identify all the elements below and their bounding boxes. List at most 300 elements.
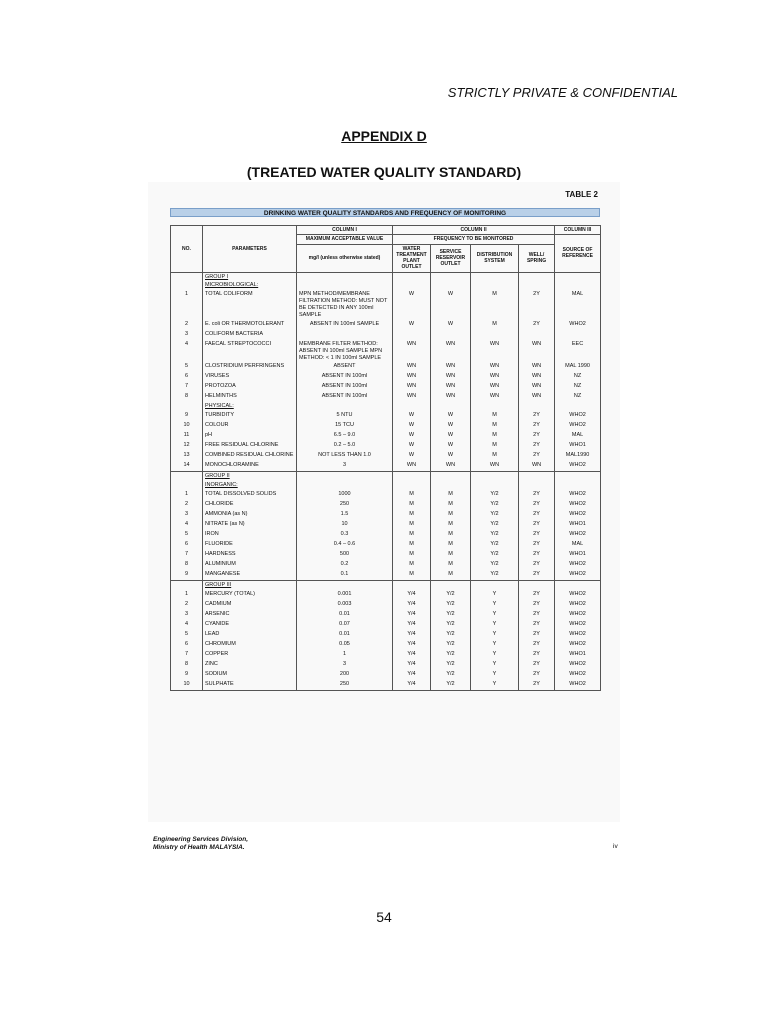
source-reference: WHO1 (555, 650, 601, 660)
freq-distribution: Y/2 (471, 560, 519, 570)
freq-well-spring: 2Y (519, 620, 555, 630)
freq-distribution: Y (471, 680, 519, 691)
table-banner: DRINKING WATER QUALITY STANDARDS AND FREQUENCY OF MONITORING (170, 208, 600, 217)
source-reference: WHO2 (555, 570, 601, 581)
freq-reservoir-outlet: WN (431, 372, 471, 382)
page-subtitle: (TREATED WATER QUALITY STANDARD) (246, 164, 522, 180)
header-column-2: COLUMN II (393, 226, 555, 235)
max-acceptable-value: 5 NTU (297, 411, 393, 421)
parameter-name: HARDNESS (203, 550, 297, 560)
freq-reservoir-outlet: Y/2 (431, 670, 471, 680)
max-acceptable-value: NOT LESS THAN 1.0 (297, 451, 393, 461)
source-reference: MAL 1990 (555, 362, 601, 372)
max-acceptable-value: 0.07 (297, 620, 393, 630)
header-max-value: MAXIMUM ACCEPTABLE VALUE (297, 235, 393, 244)
freq-distribution: M (471, 411, 519, 421)
header-parameters: PARAMETERS (203, 226, 297, 273)
freq-well-spring: 2Y (519, 550, 555, 560)
table-row (171, 411, 601, 421)
freq-reservoir-outlet: Y/2 (431, 590, 471, 600)
row-number: 1 (171, 490, 203, 500)
parameter-name: TOTAL DISSOLVED SOLIDS (203, 490, 297, 500)
parameter-name: AMMONIA (as N) (203, 510, 297, 520)
row-number: 12 (171, 441, 203, 451)
freq-distribution: WN (471, 340, 519, 363)
freq-reservoir-outlet: Y/2 (431, 600, 471, 610)
freq-wtp-outlet: M (393, 500, 431, 510)
table-row (171, 600, 601, 610)
freq-well-spring: WN (519, 461, 555, 472)
row-number: 2 (171, 320, 203, 330)
parameter-name: CLOSTRIDIUM PERFRINGENS (203, 362, 297, 372)
row-number: 8 (171, 660, 203, 670)
freq-reservoir-outlet: W (431, 431, 471, 441)
freq-wtp-outlet: M (393, 510, 431, 520)
freq-wtp-outlet: WN (393, 340, 431, 363)
freq-reservoir-outlet: M (431, 540, 471, 550)
appendix-title: APPENDIX D (341, 128, 427, 144)
max-acceptable-value: 0.003 (297, 600, 393, 610)
freq-well-spring: 2Y (519, 540, 555, 550)
group-row (171, 581, 601, 590)
max-acceptable-value: 0.1 (297, 570, 393, 581)
parameter-name: TOTAL COLIFORM (203, 290, 297, 320)
group-row (171, 272, 601, 281)
row-number: 3 (171, 330, 203, 340)
parameter-name: pH (203, 431, 297, 441)
table-row (171, 550, 601, 560)
freq-wtp-outlet: W (393, 451, 431, 461)
freq-well-spring: 2Y (519, 490, 555, 500)
row-number: 5 (171, 362, 203, 372)
freq-reservoir-outlet: M (431, 500, 471, 510)
freq-well-spring: 2Y (519, 600, 555, 610)
table-row (171, 620, 601, 630)
table-row (171, 362, 601, 372)
header-reservoir: SERVICE RESERVOIR OUTLET (431, 244, 471, 272)
table-row (171, 340, 601, 363)
freq-distribution: WN (471, 382, 519, 392)
freq-distribution: Y/2 (471, 540, 519, 550)
max-acceptable-value: ABSENT IN 100ml (297, 372, 393, 382)
group-label: GROUP II (203, 472, 297, 481)
max-acceptable-value: 1.5 (297, 510, 393, 520)
freq-distribution: M (471, 320, 519, 330)
header-column-3: COLUMN III (555, 226, 601, 235)
freq-reservoir-outlet: W (431, 421, 471, 431)
table-row (171, 290, 601, 320)
table-row (171, 520, 601, 530)
row-number: 2 (171, 600, 203, 610)
max-acceptable-value: 3 (297, 660, 393, 670)
row-number: 3 (171, 610, 203, 620)
max-acceptable-value: ABSENT (297, 362, 393, 372)
freq-distribution: WN (471, 392, 519, 402)
table-row (171, 490, 601, 500)
source-reference (555, 330, 601, 340)
freq-wtp-outlet: W (393, 421, 431, 431)
freq-reservoir-outlet: M (431, 490, 471, 500)
source-reference: WHO2 (555, 560, 601, 570)
source-reference: WHO2 (555, 461, 601, 472)
freq-wtp-outlet: Y/4 (393, 660, 431, 670)
table-row (171, 590, 601, 600)
source-reference: NZ (555, 382, 601, 392)
freq-distribution: Y (471, 610, 519, 620)
freq-wtp-outlet: M (393, 530, 431, 540)
subgroup-row (171, 481, 601, 490)
freq-distribution: Y/2 (471, 530, 519, 540)
freq-well-spring: WN (519, 392, 555, 402)
row-number: 14 (171, 461, 203, 472)
max-acceptable-value: 6.5 – 9.0 (297, 431, 393, 441)
freq-reservoir-outlet (431, 330, 471, 340)
source-reference: WHO2 (555, 660, 601, 670)
parameter-name: CHLORIDE (203, 500, 297, 510)
freq-well-spring: 2Y (519, 520, 555, 530)
freq-wtp-outlet: Y/4 (393, 680, 431, 691)
row-number: 6 (171, 540, 203, 550)
parameter-name: FLUORIDE (203, 540, 297, 550)
group-label: GROUP I (203, 272, 297, 281)
source-reference: WHO2 (555, 620, 601, 630)
freq-distribution: Y/2 (471, 550, 519, 560)
row-number: 10 (171, 421, 203, 431)
parameter-name: SODIUM (203, 670, 297, 680)
source-reference: WHO1 (555, 520, 601, 530)
freq-reservoir-outlet: Y/2 (431, 610, 471, 620)
source-reference: WHO2 (555, 610, 601, 620)
row-number: 3 (171, 510, 203, 520)
parameter-name: VIRUSES (203, 372, 297, 382)
source-reference: NZ (555, 392, 601, 402)
freq-wtp-outlet: W (393, 411, 431, 421)
row-number: 8 (171, 560, 203, 570)
parameter-name: ZINC (203, 660, 297, 670)
max-acceptable-value: 0.01 (297, 630, 393, 640)
freq-distribution: Y (471, 620, 519, 630)
source-reference: WHO2 (555, 600, 601, 610)
header-wtp: WATER TREATMENT PLANT OUTLET (393, 244, 431, 272)
water-quality-table (170, 225, 601, 691)
table-row (171, 560, 601, 570)
max-acceptable-value: 0.05 (297, 640, 393, 650)
freq-distribution: WN (471, 372, 519, 382)
freq-reservoir-outlet: WN (431, 340, 471, 363)
parameter-name: CADMIUM (203, 600, 297, 610)
parameter-name: COPPER (203, 650, 297, 660)
freq-distribution: M (471, 431, 519, 441)
source-reference: WHO1 (555, 550, 601, 560)
freq-well-spring: 2Y (519, 290, 555, 320)
max-acceptable-value: 0.3 (297, 530, 393, 540)
freq-distribution: M (471, 441, 519, 451)
row-number: 4 (171, 620, 203, 630)
freq-wtp-outlet (393, 330, 431, 340)
max-acceptable-value: 0.2 (297, 560, 393, 570)
max-acceptable-value: 200 (297, 670, 393, 680)
freq-well-spring: WN (519, 340, 555, 363)
freq-wtp-outlet: M (393, 570, 431, 581)
row-number: 9 (171, 570, 203, 581)
source-reference: WHO2 (555, 670, 601, 680)
group-label: GROUP III (203, 581, 297, 590)
freq-well-spring: 2Y (519, 650, 555, 660)
freq-wtp-outlet: WN (393, 382, 431, 392)
group-row (171, 472, 601, 481)
freq-distribution: Y (471, 650, 519, 660)
source-reference: WHO2 (555, 490, 601, 500)
freq-well-spring: 2Y (519, 570, 555, 581)
source-reference: WHO2 (555, 421, 601, 431)
table-row (171, 500, 601, 510)
table-row (171, 330, 601, 340)
freq-reservoir-outlet: W (431, 411, 471, 421)
table-row (171, 650, 601, 660)
row-number: 6 (171, 640, 203, 650)
freq-reservoir-outlet: WN (431, 392, 471, 402)
freq-well-spring: 2Y (519, 640, 555, 650)
freq-distribution: Y (471, 590, 519, 600)
freq-distribution: Y (471, 670, 519, 680)
header-no: NO. (171, 226, 203, 273)
table-row (171, 660, 601, 670)
freq-distribution: Y (471, 600, 519, 610)
table-row (171, 431, 601, 441)
freq-distribution: Y/2 (471, 510, 519, 520)
table-row (171, 670, 601, 680)
freq-well-spring: 2Y (519, 660, 555, 670)
freq-distribution: M (471, 451, 519, 461)
freq-distribution: M (471, 290, 519, 320)
source-reference: WHO2 (555, 500, 601, 510)
table-row (171, 530, 601, 540)
max-acceptable-value: MPN METHOD/MEMBRANE FILTRATION METHOD: MUST NOT BE DETECTED IN ANY 100ml SAMPLE (297, 290, 393, 320)
header-column-1: COLUMN I (297, 226, 393, 235)
freq-wtp-outlet: WN (393, 362, 431, 372)
freq-wtp-outlet: Y/4 (393, 670, 431, 680)
freq-wtp-outlet: W (393, 441, 431, 451)
table-row (171, 320, 601, 330)
parameter-name: CHROMIUM (203, 640, 297, 650)
parameter-name: PROTOZOA (203, 382, 297, 392)
parameter-name: ALUMINIUM (203, 560, 297, 570)
source-reference: WHO2 (555, 680, 601, 691)
freq-reservoir-outlet: W (431, 320, 471, 330)
row-number: 9 (171, 670, 203, 680)
freq-well-spring: 2Y (519, 411, 555, 421)
parameter-name: IRON (203, 530, 297, 540)
freq-well-spring (519, 330, 555, 340)
freq-wtp-outlet: WN (393, 392, 431, 402)
max-acceptable-value: 10 (297, 520, 393, 530)
source-reference: WHO2 (555, 411, 601, 421)
max-acceptable-value: 0.01 (297, 610, 393, 620)
table-row (171, 441, 601, 451)
subgroup-label: PHYSICAL: (203, 402, 297, 411)
subgroup-label: MICROBIOLOGICAL: (203, 281, 297, 290)
table-row (171, 680, 601, 691)
max-acceptable-value: 250 (297, 680, 393, 691)
freq-wtp-outlet: WN (393, 461, 431, 472)
row-number: 4 (171, 520, 203, 530)
table-row (171, 640, 601, 650)
row-number: 1 (171, 590, 203, 600)
table-label: TABLE 2 (565, 190, 598, 199)
freq-reservoir-outlet: WN (431, 382, 471, 392)
freq-wtp-outlet: Y/4 (393, 600, 431, 610)
table-body (171, 272, 601, 690)
freq-well-spring: 2Y (519, 590, 555, 600)
freq-reservoir-outlet: W (431, 451, 471, 461)
freq-reservoir-outlet: M (431, 570, 471, 581)
freq-distribution (471, 330, 519, 340)
parameter-name: HELMINTHS (203, 392, 297, 402)
source-reference: WHO2 (555, 630, 601, 640)
roman-page-number: iv (613, 843, 618, 850)
freq-well-spring: 2Y (519, 421, 555, 431)
freq-wtp-outlet: W (393, 431, 431, 441)
header-frequency: FREQUENCY TO BE MONITORED (393, 235, 555, 244)
freq-distribution: WN (471, 461, 519, 472)
freq-reservoir-outlet: Y/2 (431, 620, 471, 630)
parameter-name: COLOUR (203, 421, 297, 431)
row-number: 7 (171, 550, 203, 560)
freq-well-spring: 2Y (519, 431, 555, 441)
freq-distribution: Y/2 (471, 490, 519, 500)
parameter-name: FAECAL STREPTOCOCCI (203, 340, 297, 363)
table-row (171, 510, 601, 520)
max-acceptable-value (297, 330, 393, 340)
row-number: 13 (171, 451, 203, 461)
max-acceptable-value: 1000 (297, 490, 393, 500)
parameter-name: NITRATE (as N) (203, 520, 297, 530)
freq-wtp-outlet: Y/4 (393, 630, 431, 640)
freq-well-spring: 2Y (519, 320, 555, 330)
max-acceptable-value: ABSENT IN 100ml (297, 382, 393, 392)
parameter-name: TURBIDITY (203, 411, 297, 421)
table-row (171, 421, 601, 431)
row-number: 11 (171, 431, 203, 441)
row-number: 7 (171, 650, 203, 660)
parameter-name: SULPHATE (203, 680, 297, 691)
freq-reservoir-outlet: W (431, 441, 471, 451)
source-reference: WHO2 (555, 640, 601, 650)
source-reference: WHO2 (555, 320, 601, 330)
max-acceptable-value: 1 (297, 650, 393, 660)
confidentiality-notice: STRICTLY PRIVATE & CONFIDENTIAL (447, 85, 678, 100)
row-number: 5 (171, 530, 203, 540)
freq-reservoir-outlet: M (431, 520, 471, 530)
max-acceptable-value: 250 (297, 500, 393, 510)
subgroup-row (171, 281, 601, 290)
parameter-name: FREE RESIDUAL CHLORINE (203, 441, 297, 451)
max-acceptable-value: 15 TCU (297, 421, 393, 431)
max-acceptable-value: MEMBRANE FILTER METHOD: ABSENT IN 100ml SAMPLE MPN METHOD: < 1 IN 100ml SAMPLE (297, 340, 393, 363)
max-acceptable-value: 3 (297, 461, 393, 472)
max-acceptable-value: 0.4 – 0.6 (297, 540, 393, 550)
freq-well-spring: 2Y (519, 530, 555, 540)
row-number: 5 (171, 630, 203, 640)
freq-well-spring: WN (519, 382, 555, 392)
source-reference: WHO2 (555, 530, 601, 540)
freq-reservoir-outlet: Y/2 (431, 680, 471, 691)
table-row (171, 461, 601, 472)
source-reference: MAL (555, 431, 601, 441)
freq-distribution: M (471, 421, 519, 431)
source-reference: MAL1990 (555, 451, 601, 461)
row-number: 1 (171, 290, 203, 320)
parameter-name: CYANIDE (203, 620, 297, 630)
row-number: 2 (171, 500, 203, 510)
freq-distribution: Y (471, 630, 519, 640)
max-acceptable-value: 0.001 (297, 590, 393, 600)
table-row (171, 451, 601, 461)
freq-reservoir-outlet: Y/2 (431, 630, 471, 640)
freq-well-spring: WN (519, 362, 555, 372)
source-reference: NZ (555, 372, 601, 382)
source-reference: WHO2 (555, 590, 601, 600)
parameter-name: ARSENIC (203, 610, 297, 620)
parameter-name: COMBINED RESIDUAL CHLORINE (203, 451, 297, 461)
table-row (171, 610, 601, 620)
freq-wtp-outlet: WN (393, 372, 431, 382)
header-unit: mg/l (unless otherwise stated) (297, 244, 393, 272)
freq-reservoir-outlet: Y/2 (431, 640, 471, 650)
freq-well-spring: 2Y (519, 560, 555, 570)
freq-reservoir-outlet: Y/2 (431, 650, 471, 660)
source-reference: MAL (555, 290, 601, 320)
freq-reservoir-outlet: WN (431, 461, 471, 472)
freq-well-spring: 2Y (519, 630, 555, 640)
freq-wtp-outlet: M (393, 540, 431, 550)
freq-well-spring: 2Y (519, 441, 555, 451)
max-acceptable-value: 500 (297, 550, 393, 560)
freq-wtp-outlet: M (393, 520, 431, 530)
max-acceptable-value: ABSENT IN 100ml (297, 392, 393, 402)
table-row (171, 382, 601, 392)
page-number: 54 (376, 909, 392, 925)
table-row (171, 630, 601, 640)
freq-reservoir-outlet: W (431, 290, 471, 320)
freq-well-spring: 2Y (519, 500, 555, 510)
freq-distribution: Y (471, 660, 519, 670)
row-number: 10 (171, 680, 203, 691)
freq-wtp-outlet: M (393, 560, 431, 570)
freq-well-spring: 2Y (519, 680, 555, 691)
freq-wtp-outlet: M (393, 490, 431, 500)
freq-distribution: Y/2 (471, 570, 519, 581)
header-distribution: DISTRIBUTION SYSTEM (471, 244, 519, 272)
footer-org-line-1: Engineering Services Division, (153, 836, 249, 843)
freq-well-spring: 2Y (519, 510, 555, 520)
freq-wtp-outlet: W (393, 320, 431, 330)
freq-reservoir-outlet: M (431, 510, 471, 520)
footer-organization (153, 836, 248, 852)
source-reference: MAL (555, 540, 601, 550)
freq-reservoir-outlet: M (431, 530, 471, 540)
parameter-name: E. coli OR THERMOTOLERANT (203, 320, 297, 330)
freq-well-spring: WN (519, 372, 555, 382)
source-reference: WHO1 (555, 441, 601, 451)
freq-wtp-outlet: Y/4 (393, 640, 431, 650)
header-well: WELL/ SPRING (519, 244, 555, 272)
source-reference: WHO2 (555, 510, 601, 520)
freq-wtp-outlet: W (393, 290, 431, 320)
row-number: 9 (171, 411, 203, 421)
row-number: 4 (171, 340, 203, 363)
subgroup-row (171, 402, 601, 411)
